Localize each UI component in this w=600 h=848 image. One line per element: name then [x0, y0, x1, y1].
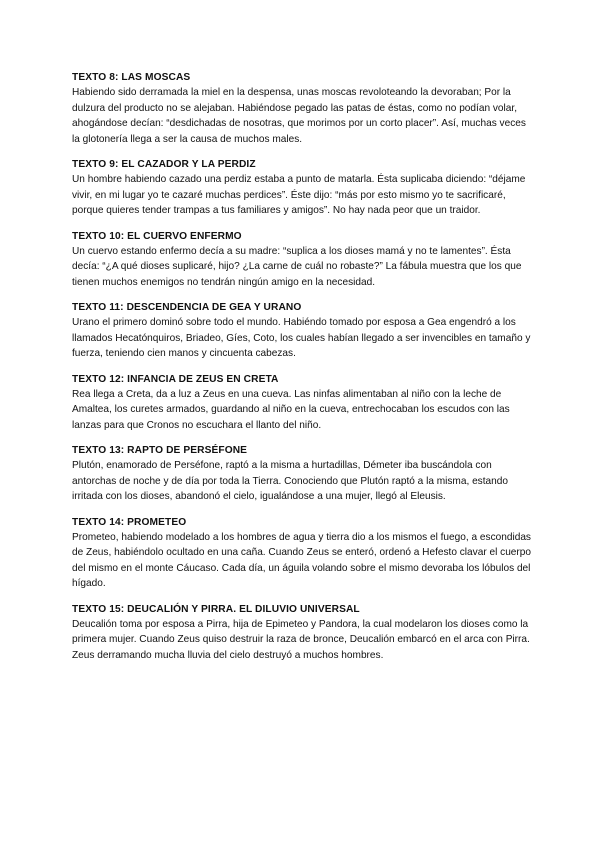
section-title: TEXTO 8: LAS MOSCAS: [72, 72, 191, 83]
section-texto-10: [72, 229, 532, 291]
section-title: TEXTO 13: RAPTO DE PERSÉFONE: [72, 445, 248, 456]
section-texto-9: [72, 157, 532, 219]
section-texto-11: [72, 300, 532, 362]
section-title: TEXTO 11: DESCENDENCIA DE GEA Y URANO: [72, 302, 302, 313]
section-title: TEXTO 12: INFANCIA DE ZEUS EN CRETA: [72, 373, 279, 385]
section-body: Urano el primero dominó sobre todo el mundo. Habiéndo tomado por esposa a Gea engendró a los llamados Hecatónquiros, Briadeo, Gíes, Coto, los cuales habían llegado a ser invencibles en tamaño y fuerza, teniendo cien manos y cincuenta cabezas.: [72, 317, 531, 359]
section-title: TEXTO 15: DEUCALIÓN Y PIRRA. EL DILUVIO UNIVERSAL: [72, 603, 360, 615]
section-texto-15: [72, 602, 532, 664]
section-body: Un cuervo estando enfermo decía a su madre: “suplica a los dioses mamá y no te lamentes”. Ésta decía: “¿A qué dioses suplicaré, hijo? ¿La carne de cuál no robaste?” La fábula muestra que los que tienen muchos enemigos no tendrán ningún amigo en la necesidad.: [72, 245, 522, 288]
section-texto-13: [72, 443, 532, 505]
section-title: TEXTO 9: EL CAZADOR Y LA PERDIZ: [72, 159, 256, 170]
document-page: [72, 70, 532, 673]
section-title: TEXTO 14: PROMETEO: [72, 516, 187, 528]
section-body: Rea llega a Creta, da a luz a Zeus en una cueva. Las ninfas alimentaban al niño con la leche de Amaltea, los curetes armados, guardando al niño en la cueva, entrechocaban los escudos con las lanzas para que Cronos no escuchara el llanto del niño.: [72, 388, 510, 431]
section-texto-14: [72, 515, 532, 592]
section-title: TEXTO 10: EL CUERVO ENFERMO: [72, 230, 242, 242]
section-body: Plutón, enamorado de Perséfone, raptó a la misma a hurtadillas, Démeter iba buscándola con antorchas de noche y de día por toda la Tierra. Conociendo que Plutón raptó a la misma, estando irritada con los dioses, abandonó el cielo, igualándose a una mujer, llegó al Eleusis.: [72, 460, 508, 502]
section-body: Deucalión toma por esposa a Pirra, hija de Epimeteo y Pandora, la cual modelaron los dioses como la primera mujer. Cuando Zeus quiso destruir la raza de bronce, Deucalión embarcó en el arca con Pirra. Zeus derramando mucha lluvia del cielo destruyó a muchos hombres.: [72, 618, 530, 661]
section-texto-8: [72, 70, 532, 147]
section-body: Un hombre habiendo cazado una perdiz estaba a punto de matarla. Ésta suplicaba diciendo: “déjame vivir, en mi lugar yo te cazaré muchas perdices”. Éste dijo: “más por esto mismo yo te sacrificaré, porque quieres tender trampas a tus familiares y amigos”. No hay nada peor que un traidor.: [72, 174, 526, 216]
section-body: Habiendo sido derramada la miel en la despensa, unas moscas revoloteando la devoraban; Por la dulzura del producto no se alejaban. Habiéndose pegado las patas de éstas, como no podían volar, ahogándose decían: “desdichadas de nosotras, que morimos por un corto placer”. Así, muchas veces la glotonería llega a ser la causa de muchos males.: [72, 87, 526, 145]
section-body: Prometeo, habiendo modelado a los hombres de agua y tierra dio a los mismos el fuego, a escondidas de Zeus, habiéndolo ocultado en una caña. Cuando Zeus se enteró, ordenó a Hefesto clavar el cuerpo del mismo en el monte Cáucaso. Cada día, un águila volando sobre el mismo devoraba los lóbulos del hígado.: [72, 531, 532, 589]
section-texto-12: [72, 372, 532, 434]
